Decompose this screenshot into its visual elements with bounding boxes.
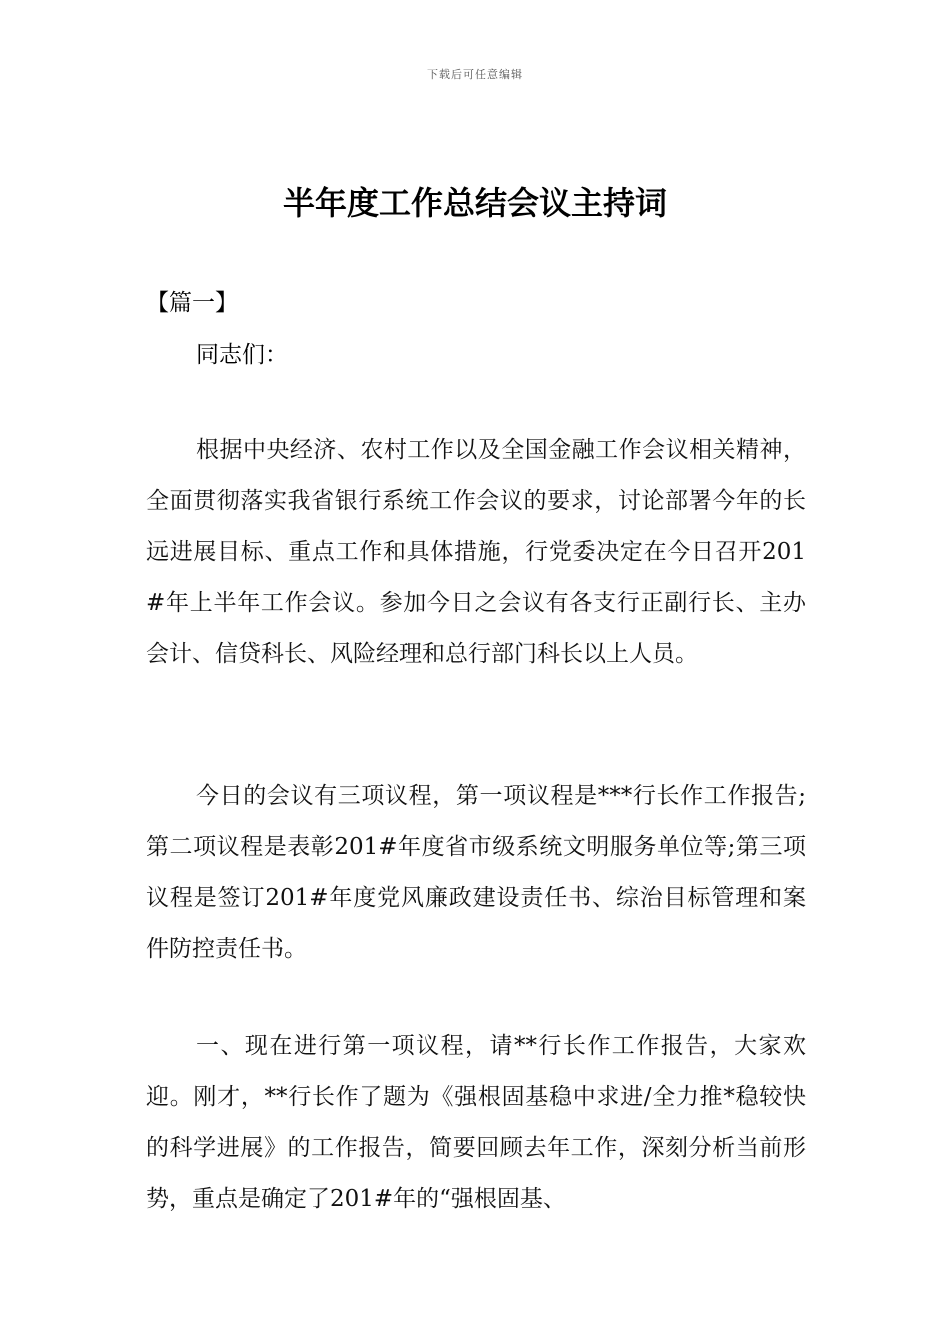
- section-label: 【篇一】: [146, 290, 238, 316]
- body-paragraph: 根据中央经济、农村工作以及全国金融工作会议相关精神，全面贯彻落实我省银行系统工作会议的要求，讨论部署今年的长远进展目标、重点工作和具体措施，行党委决定在今日召开201#年上半年工作会议。参加今日之会议有各支行正副行长、主办会计、信贷科长、风险经理和总行部门科长以上人员。: [146, 437, 806, 667]
- body-paragraph: 一、现在进行第一项议程，请**行长作工作报告，大家欢迎。刚才，**行长作了题为《强根固基稳中求进/全力推*稳较快的科学进展》的工作报告，简要回顾去年工作，深刻分析当前形势，重点是确定了201#年的“强根固基、: [146, 1033, 806, 1212]
- document-title: 半年度工作总结会议主持词: [282, 184, 667, 222]
- salutation: 同志们：: [196, 342, 288, 368]
- body-paragraph: 今日的会议有三项议程，第一项议程是***行长作工作报告;第二项议程是表彰201#年度省市级系统文明服务单位等;第三项议程是签订201#年度党风廉政建设责任书、综治目标管理和案件防控责任书。: [146, 783, 806, 962]
- header-note: 下载后可任意编辑: [427, 68, 523, 81]
